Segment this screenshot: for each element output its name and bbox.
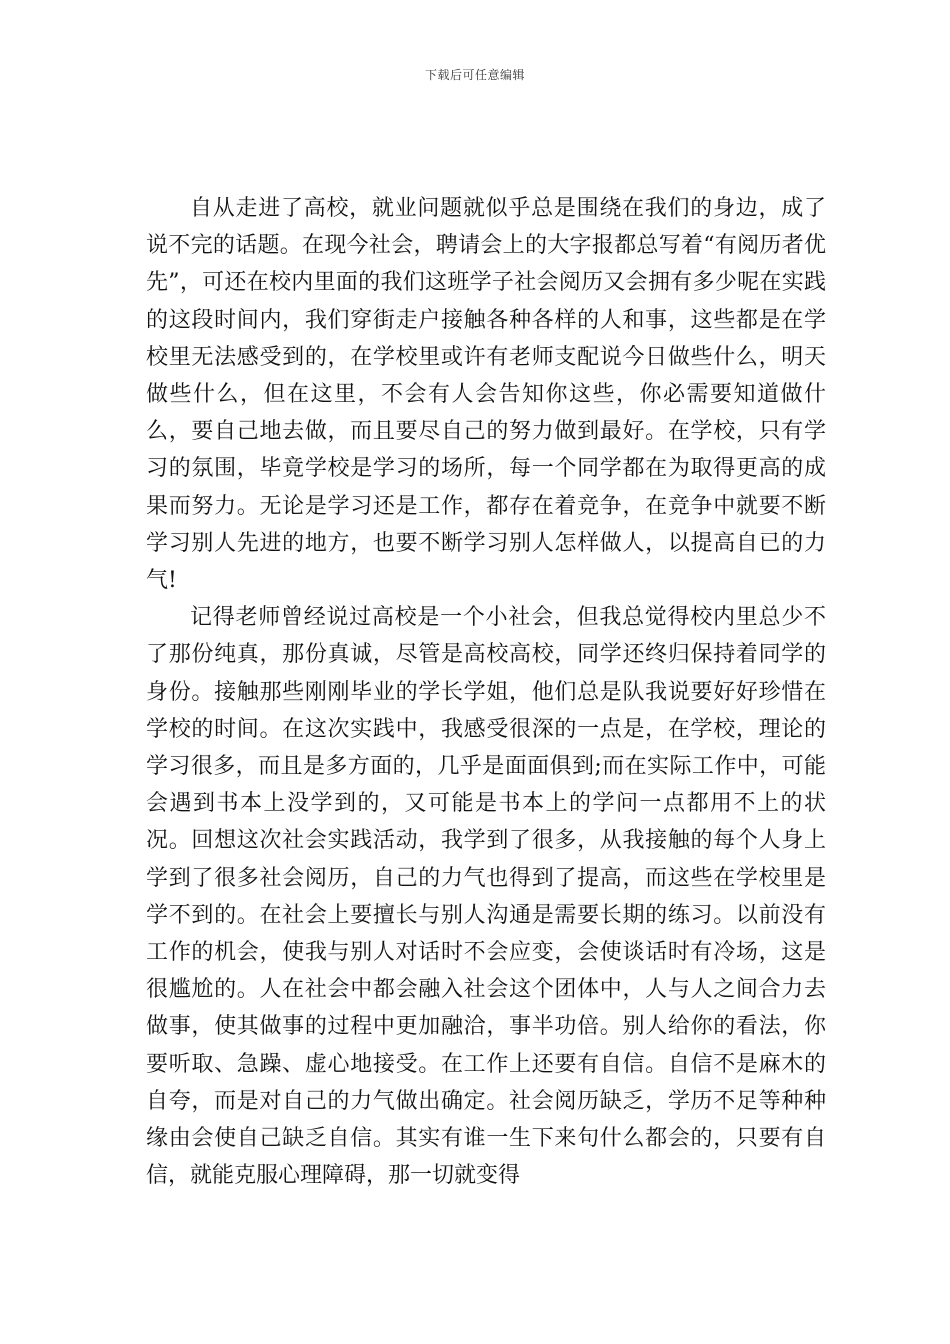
paragraph-2: 记得老师曾经说过高校是一个小社会，但我总觉得校内里总少不了那份纯真，那份真诚，尽管是高校高校，同学还终归保持着同学的身份。接触那些刚刚毕业的学长学姐，他们总是队我说要好好珍惜在学校的时间。在这次实践中，我感受很深的一点是，在学校，理论的学习很多，而且是多方面的，几乎是面面俱到;而在实际工作中，可能会遇到书本上没学到的，又可能是书本上的学问一点都用不上的状况。回想这次社会实践活动，我学到了很多，从我接触的每个人身上学到了很多社会阅历，自己的力气也得到了提高，而这些在学校里是学不到的。在社会上要擅长与别人沟通是需要长期的练习。以前没有工作的机会，使我与别人对话时不会应变，会使谈话时有冷场，这是很尴尬的。人在社会中都会融入社会这个团体中，人与人之间合力去做事，使其做事的过程中更加融洽，事半功倍。别人给你的看法，你要听取、急躁、虚心地接受。在工作上还要有自信。自信不是麻木的自夸，而是对自己的力气做出确定。社会阅历缺乏，学历不足等种种缘由会使自己缺乏自信。其实有谁一生下来句什么都会的，只要有自信，就能克服心理障碍，那一切就变得 — [146, 605, 826, 1189]
header-note: 下载后可任意编辑 — [424, 68, 525, 82]
document-body — [146, 190, 826, 1194]
paragraph-1: 自从走进了高校，就业问题就似乎总是围绕在我们的身边，成了说不完的话题。在现今社会，聘请会上的大字报都总写着“有阅历者优先”，可还在校内里面的我们这班学子社会阅历又会拥有多少呢在实践的这段时间内，我们穿街走户接触各种各样的人和事，这些都是在学校里无法感受到的，在学校里或许有老师支配说今日做些什么，明天做些什么，但在这里，不会有人会告知你这些，你必需要知道做什么，要自己地去做，而且要尽自己的努力做到最好。在学校，只有学习的氛围，毕竟学校是学习的场所，每一个同学都在为取得更高的成果而努力。无论是学习还是工作，都存在着竞争，在竞争中就要不断学习别人先进的地方，也要不断学习别人怎样做人，以提高自已的力气! — [146, 196, 826, 594]
